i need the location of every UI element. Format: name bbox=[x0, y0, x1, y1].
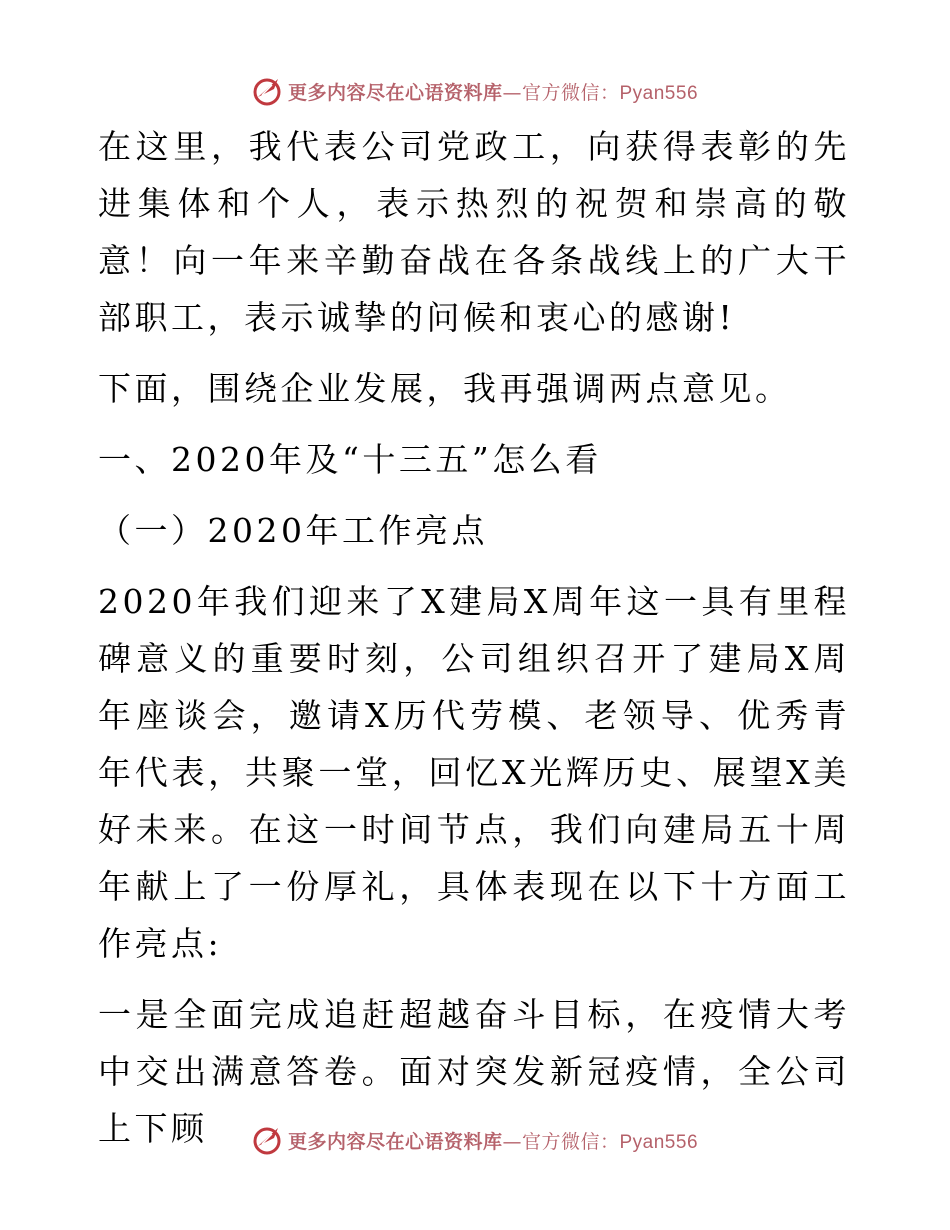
quill-logo-icon bbox=[252, 1124, 284, 1156]
paragraph: 2020年我们迎来了X建局X周年这一具有里程碑意义的重要时刻，公司组织召开了建局X周年座谈会，邀请X历代劳模、老领导、优秀青年代表，共聚一堂，回忆X光辉历史、展望X美好未来。在这一时间节点，我们向建局五十周年献上了一份厚礼，具体表现在以下十方面工作亮点: bbox=[98, 582, 850, 963]
watermark-suffix: 官方微信： bbox=[521, 1130, 620, 1153]
paragraph: 一是全面完成追赶超越奋斗目标，在疫情大考中交出满意答卷。面对突发新冠疫情，全公司上下顾 bbox=[98, 995, 850, 1148]
watermark-id: Pyan556 bbox=[619, 82, 699, 104]
paragraph: 在这里，我代表公司党政工，向获得表彰的先进集体和个人，表示热烈的祝贺和崇高的敬意！向一年来辛勤奋战在各条战线上的广大干部职工，表示诚挚的问候和衷心的感谢! bbox=[98, 127, 850, 337]
watermark-suffix: 官方微信： bbox=[521, 81, 620, 104]
watermark-dash: — bbox=[502, 81, 522, 104]
quill-logo-icon bbox=[252, 75, 284, 107]
watermark-text bbox=[288, 78, 698, 105]
paragraph: 下面，围绕企业发展，我再强调两点意见。 bbox=[98, 369, 792, 408]
watermark-main: 更多内容尽在心语资料库 bbox=[287, 81, 503, 104]
subsection-heading: （一）2020年工作亮点 bbox=[98, 511, 488, 550]
section-heading: 一、2020年及“十三五”怎么看 bbox=[98, 440, 602, 479]
header-watermark bbox=[0, 71, 950, 111]
document-body bbox=[98, 118, 850, 1171]
watermark-text bbox=[288, 1127, 698, 1154]
watermark-dash: — bbox=[502, 1130, 522, 1153]
footer-watermark bbox=[0, 1120, 950, 1160]
watermark-id: Pyan556 bbox=[619, 1131, 699, 1153]
watermark-main: 更多内容尽在心语资料库 bbox=[287, 1130, 503, 1153]
